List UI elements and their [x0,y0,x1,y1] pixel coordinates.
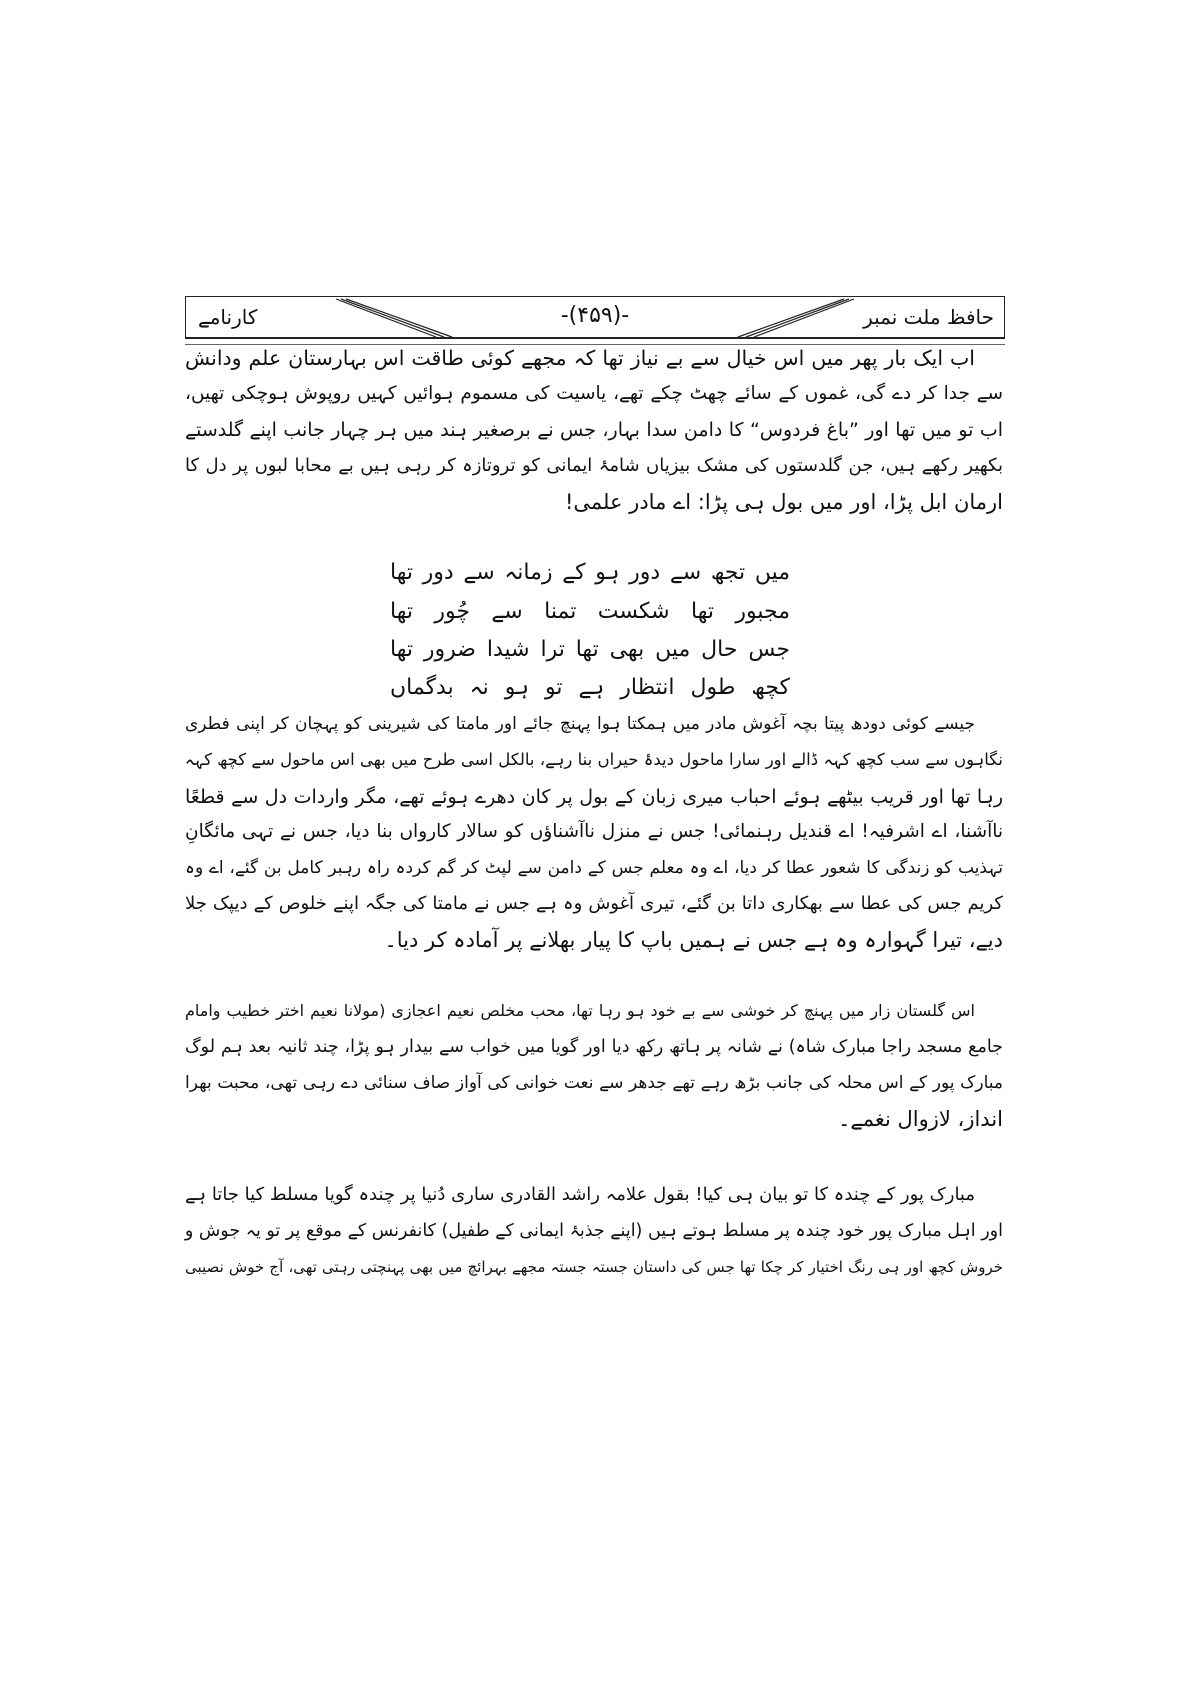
paragraph-2-line: دیے، تیرا گہوارہ وہ ہے جس نے ہمیں باپ کا پیار بھلانے پر آمادہ کر دیا۔ [384,928,1003,952]
paragraph-2-line: ناآشنا، اے اشرفیہ! اے قندیل رہنمائی! جس نے منزل ناآشناؤں کو سالار کارواں بنا دیا، جس نے تہی مائگانِ [185,821,1003,842]
paragraph-2-line: تہذیب کو زندگی کا شعور عطا کر دیا، اے وہ معلم جس کے دامن سے لپٹ کر گم کردہ راہ رہبر کامل بن گئے، اے وہ [185,858,1003,878]
paragraph-3-line: جامع مسجد راجا مبارک شاہ) نے شانہ پر ہاتھ رکھ دیا اور گویا میں خواب سے بیدار ہو پڑا، چند ثانیہ بعد ہم لوگ [185,1037,1003,1057]
paragraph-3-line: اس گلستان زار میں پہنچ کر خوشی سے بے خود ہو رہا تھا، محب مخلص نعیم اعجازی (مولانا نعیم اختر خطیب وامام [185,1001,975,1020]
poem-line: مجبور تھا شکست تمنا سے چُور تھا [390,599,790,624]
poem-line: جس حال میں بھی تھا ترا شیدا ضرور تھا [390,637,790,662]
paragraph-1-line: سے جدا کر دے گی، غموں کے سائے چھٹ چکے تھے، یاسیت کی مسموم ہوائیں کہیں روپوش ہوچکی تھیں، [185,383,1003,404]
poem-line: میں تجھ سے دور ہو کے زمانہ سے دور تھا [390,560,790,585]
poem-line: کچھ طول انتظار ہے تو ہو نہ بدگماں [390,675,790,700]
paragraph-2-line: جیسے کوئی دودھ پیتا بچہ آغوش مادر میں ہمکتا ہوا پہنچ جائے اور مامتا کی شیرینی کو پہچان کر اپنی فطری [185,714,975,734]
paragraph-4-line: مبارک پور کے چندہ کا تو بیان ہی کیا! بقول علامہ راشد القادری ساری دُنیا پر چندہ گویا مسلط کیا جاتا ہے [185,1184,975,1205]
paragraph-1-line: اب تو میں تھا اور ”باغ فردوس“ کا دامن سدا بہار، جس نے برصغیر ہند میں ہر چہار جانب اپنے گلدستے [185,419,1003,441]
paragraph-1-line: اب ایک بار پھر میں اس خیال سے بے نیاز تھا کہ مجھے کوئی طاقت اس بہارستان علم ودانش [185,346,975,370]
paragraph-4-line: اور اہل مبارک پور خود چندہ پر مسلط ہوتے ہیں (اپنے جذبۂ ایمانی کے طفیل) کانفرنس کے موقع پر تو یہ جوش و [184,1221,1003,1241]
running-header [185,296,1005,339]
paragraph-3-line: انداز، لازوال نغمے۔ [838,1107,1003,1131]
page-number: -(۴۵۹)- [560,303,630,328]
paragraph-2-line: رہا تھا اور قریب بیٹھے ہوئے احباب میری زبان کے بول پر کان دھرے ہوئے تھے، مگر واردات دل سے قطعًا [185,786,1003,808]
paragraph-3-line: مبارک پور کے اس محلہ کی جانب بڑھ رہے تھے جدھر سے نعت خوانی کی آواز صاف سنائی دے رہی تھی، محبت بھرا [185,1073,1003,1093]
paragraph-1-line: بکھیر رکھے ہیں، جن گلدستوں کی مشک بیزیاں شامۂ ایمانی کو تروتازہ کر رہی ہیں بے محابا لبوں پر دل کا [185,455,1003,476]
paragraph-4-line: خروش کچھ اور ہی رنگ اختیار کر چکا تھا جس کی داستان جستہ جستہ مجھے بہرائچ میں بھی پہنچتی رہتی تھی، آج خوش نصیبی [185,1258,1003,1276]
section-title: کارنامے [198,305,258,329]
paragraph-1-line: ارمان ابل پڑا، اور میں بول ہی پڑا: اے مادر علمی! [564,490,1003,514]
paragraph-2-line: نگاہوں سے سب کچھ کہہ ڈالے اور سارا ماحول دیدۂ حیراں بنا رہے، بالکل اسی طرح میں بھی اس ماحول سے کچھ کہہ [184,750,1003,769]
journal-title: حافظ ملت نمبر [863,305,994,329]
paragraph-2-line: کریم جس کی عطا سے بھکاری داتا بن گئے، تیری آغوش وہ ہے جس نے مامتا کی جگہ اپنے خلوص کے دیپک جلا [185,893,1003,914]
